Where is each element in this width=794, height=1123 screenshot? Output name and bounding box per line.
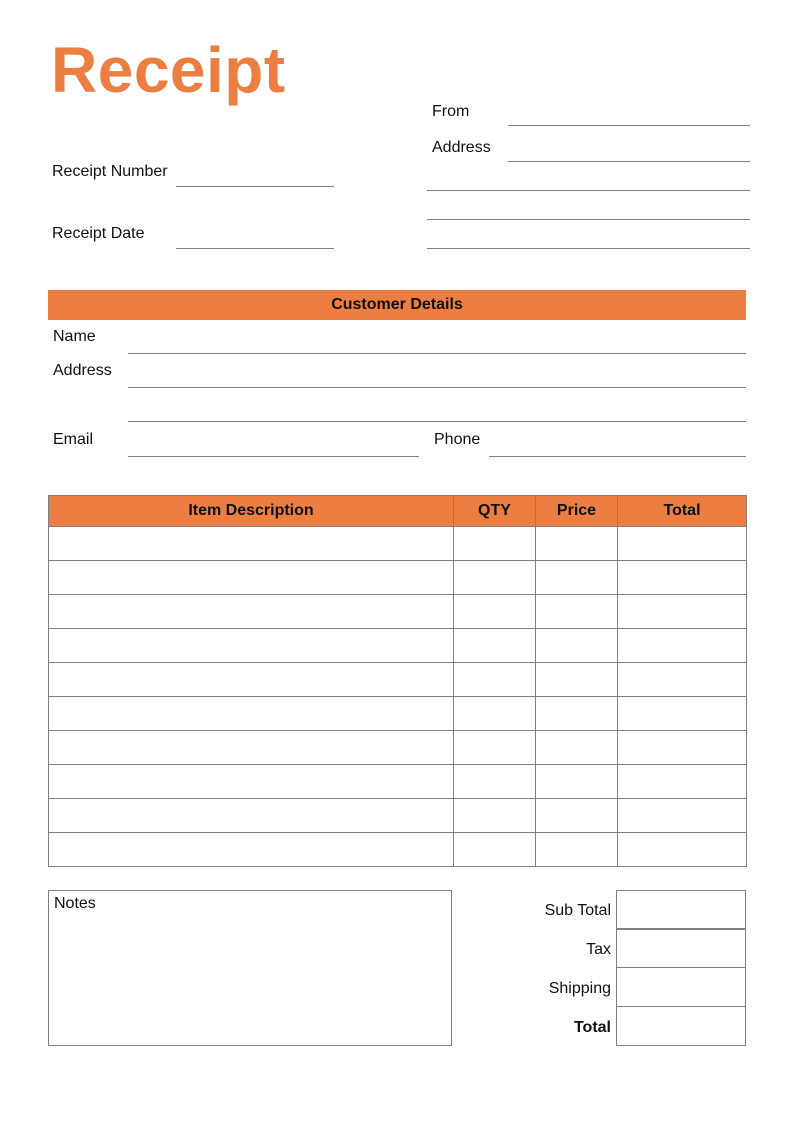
qty-cell[interactable] [454, 697, 536, 731]
from-address-field-1[interactable] [508, 161, 750, 162]
customer-email-label: Email [53, 431, 94, 448]
total-cell[interactable] [618, 697, 747, 731]
from-address-label: Address [432, 139, 491, 156]
table-row [49, 833, 747, 867]
table-row [49, 663, 747, 697]
qty-cell[interactable] [454, 527, 536, 561]
total-cell[interactable] [618, 799, 747, 833]
table-row [49, 595, 747, 629]
sub-total-label: Sub Total [544, 902, 611, 919]
receipt-date-label: Receipt Date [52, 225, 145, 242]
item-description-cell[interactable] [49, 731, 454, 765]
price-cell[interactable] [536, 629, 618, 663]
customer-email-field[interactable] [128, 456, 419, 457]
notes-box[interactable] [48, 890, 452, 1046]
qty-cell[interactable] [454, 731, 536, 765]
table-row [49, 765, 747, 799]
col-price: Price [536, 496, 618, 527]
item-description-cell[interactable] [49, 697, 454, 731]
table-row [49, 731, 747, 765]
items-header-row [49, 496, 747, 527]
total-cell[interactable] [618, 527, 747, 561]
col-item-description: Item Description [49, 496, 454, 527]
price-cell[interactable] [536, 561, 618, 595]
shipping-label: Shipping [548, 980, 611, 997]
item-description-cell[interactable] [49, 799, 454, 833]
customer-address-field-2[interactable] [128, 421, 746, 422]
qty-cell[interactable] [454, 765, 536, 799]
tax-field[interactable] [616, 928, 746, 968]
from-address-field-3[interactable] [427, 219, 750, 220]
table-row [49, 629, 747, 663]
price-cell[interactable] [536, 731, 618, 765]
receipt-number-label: Receipt Number [52, 163, 168, 180]
item-description-cell[interactable] [49, 663, 454, 697]
qty-cell[interactable] [454, 629, 536, 663]
table-row [49, 697, 747, 731]
customer-phone-field[interactable] [489, 456, 746, 457]
customer-details-title: Customer Details [331, 296, 463, 313]
item-description-cell[interactable] [49, 595, 454, 629]
from-field[interactable] [508, 125, 750, 126]
customer-name-label: Name [53, 328, 96, 345]
item-description-cell[interactable] [49, 765, 454, 799]
total-field[interactable] [616, 1006, 746, 1046]
price-cell[interactable] [536, 595, 618, 629]
qty-cell[interactable] [454, 799, 536, 833]
notes-label: Notes [54, 895, 96, 912]
shipping-field[interactable] [616, 967, 746, 1007]
customer-address-field-1[interactable] [128, 387, 746, 388]
total-cell[interactable] [618, 765, 747, 799]
tax-label: Tax [586, 941, 611, 958]
item-description-cell[interactable] [49, 561, 454, 595]
item-description-cell[interactable] [49, 527, 454, 561]
col-total: Total [618, 496, 747, 527]
price-cell[interactable] [536, 663, 618, 697]
total-cell[interactable] [618, 595, 747, 629]
price-cell[interactable] [536, 765, 618, 799]
sub-total-field[interactable] [616, 890, 746, 930]
price-cell[interactable] [536, 799, 618, 833]
total-cell[interactable] [618, 833, 747, 867]
from-address-field-4[interactable] [427, 248, 750, 249]
price-cell[interactable] [536, 527, 618, 561]
customer-name-field[interactable] [128, 353, 746, 354]
qty-cell[interactable] [454, 595, 536, 629]
price-cell[interactable] [536, 697, 618, 731]
total-cell[interactable] [618, 663, 747, 697]
from-label: From [432, 103, 470, 120]
qty-cell[interactable] [454, 663, 536, 697]
item-description-cell[interactable] [49, 629, 454, 663]
receipt-date-field[interactable] [176, 248, 334, 249]
customer-phone-label: Phone [434, 431, 481, 448]
customer-details-header [48, 290, 746, 320]
items-table [48, 495, 747, 867]
receipt-title: Receipt [51, 34, 286, 106]
qty-cell[interactable] [454, 833, 536, 867]
customer-address-label: Address [53, 362, 112, 379]
col-qty: QTY [454, 496, 536, 527]
receipt-number-field[interactable] [176, 186, 334, 187]
table-row [49, 561, 747, 595]
item-description-cell[interactable] [49, 833, 454, 867]
total-cell[interactable] [618, 629, 747, 663]
qty-cell[interactable] [454, 561, 536, 595]
table-row [49, 527, 747, 561]
total-cell[interactable] [618, 561, 747, 595]
from-address-field-2[interactable] [427, 190, 750, 191]
price-cell[interactable] [536, 833, 618, 867]
table-row [49, 799, 747, 833]
total-label: Total [573, 1019, 611, 1036]
total-cell[interactable] [618, 731, 747, 765]
